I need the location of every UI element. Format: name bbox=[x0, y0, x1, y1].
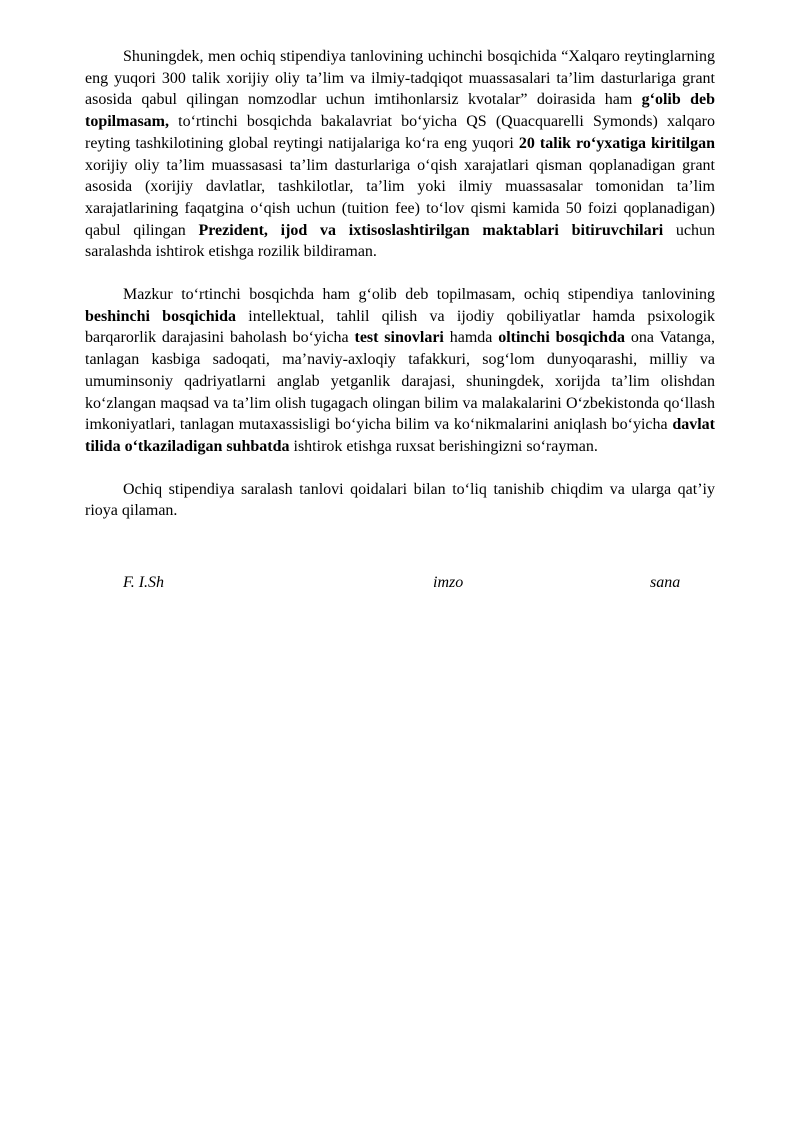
signature-name-label: F. I.Sh bbox=[123, 574, 165, 591]
signature-imzo-label: imzo bbox=[433, 574, 464, 591]
text-segment: xorijiy oliy ta’lim muassasasi ta’lim dasturlariga o‘qish xarajatlari qisman qoplanadigan grant asosida (xorijiy davlatlar, tashkilotlar, ta’lim yoki ilmiy muassasalar tomonidan ta’lim xarajatlarining faqatgina o‘qish uchun (tuition fee) to‘lov qismi kamida 50 foizi qoplanadigan) qabul qilingan bbox=[85, 156, 715, 239]
document-body bbox=[85, 46, 715, 543]
paragraph bbox=[85, 46, 715, 263]
text-segment: ona Vatanga, tanlagan kasbiga sadoqati, ma’naviy-axloqiy tafakkuri, sog‘lom dunyoqarashi, milliy va umuminsoniy qadriyatlarni anglab yetganlik darajasi, shuningdek, xorijda ta’lim olishdan ko‘zlangan maqsad va ta’lim olish tugagach olingan bilim va malakalarini O‘zbekistonda qo‘llash imkoniyatlari, tanlagan mutaxassisligi bo‘yicha bilim va ko‘nikmalarini aniqlash bo‘yicha bbox=[85, 329, 716, 434]
text-segment: davlat tilida o‘tkaziladigan suhbatda bbox=[85, 416, 715, 455]
signature-sana-label: sana bbox=[650, 574, 681, 591]
text-segment: Ochiq stipendiya saralash tanlovi qoidalari bilan to‘liq tanishib chiqdim va ularga qat’iy rioya qilaman. bbox=[85, 480, 715, 520]
text-segment: test sinovlari bbox=[354, 329, 444, 347]
paragraphs-container bbox=[85, 46, 715, 522]
text-segment: oltinchi bosqichda bbox=[498, 329, 625, 347]
text-segment: intellektual, tahlil qilish va ijodiy qobiliyatlar hamda psixologik barqarorlik darajasini baholash bo‘yicha bbox=[85, 307, 715, 347]
text-segment: 20 talik ro‘yxatiga kiritilgan bbox=[518, 134, 716, 152]
paragraph bbox=[85, 284, 715, 458]
text-segment: uchun saralashda ishtirok etishga rozilik bildiraman. bbox=[85, 221, 715, 261]
text-segment: Shuningdek, men ochiq stipendiya tanlovining uchinchi bosqichida “Xalqaro reytinglarning eng yuqori 300 talik xorijiy oliy ta’lim va ilmiy-tadqiqot muassasalari ta’lim dasturlariga grant asosida qabul qilingan nomzodlar uchun imtihonlarsiz kvotalar” doirasida ham bbox=[85, 48, 715, 109]
text-segment: hamda bbox=[443, 329, 499, 347]
text-segment: g‘olib deb topilmasam, bbox=[85, 91, 715, 131]
paragraph bbox=[85, 479, 715, 522]
text-segment: to‘rtinchi bosqichda bakalavriat bo‘yicha QS (Quacquarelli Symonds) xalqaro reyting tashkilotining global reytingi natijalariga ko‘ra eng yuqori bbox=[85, 113, 715, 152]
text-segment: beshinchi bosqichida bbox=[85, 307, 236, 325]
signature-row bbox=[85, 572, 715, 594]
text-segment: Prezident, ijod va ixtisoslashtirilgan maktablari bitiruvchilari bbox=[198, 221, 664, 239]
text-segment: ishtirok etishga ruxsat berishingizni so‘rayman. bbox=[289, 437, 598, 455]
text-segment: Mazkur to‘rtinchi bosqichda ham g‘olib deb topilmasam, ochiq stipendiya tanlovining bbox=[123, 286, 715, 304]
